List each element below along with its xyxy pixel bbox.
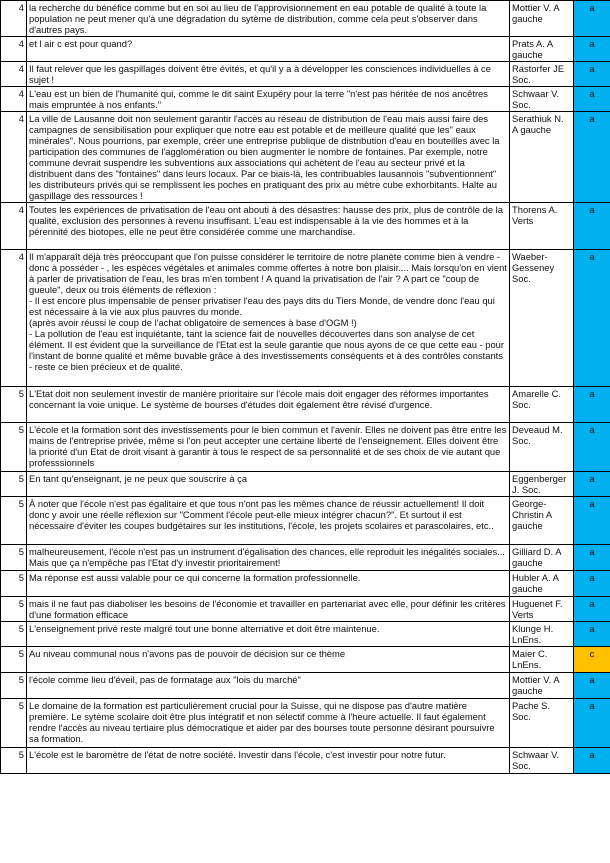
comment-author: Huguenet F. Verts xyxy=(510,597,574,622)
comments-table-body xyxy=(1,1,610,774)
comment-text: À noter que l'école n'est pas égalitaire et que tous n'ont pas les mêmes chance de réussir actuellement! Il doit donc y avoir une réelle réflexion sur "Comment l'école peut-elle mieux intégrer chacun?". Et surtout il est nécessaire d'éviter les coupes budgétaires sur les institutions, l'école, les projets scolaires et parascolaires, etc.. xyxy=(27,497,510,545)
comment-text: l'école comme lieu d'éveil, pas de formatage aux "lois du marché" xyxy=(27,673,510,699)
category-code: a xyxy=(574,1,610,37)
comment-author: Hubler A. A gauche xyxy=(510,571,574,597)
comment-author: Eggenberger J. Soc. xyxy=(510,472,574,497)
table-row xyxy=(1,622,610,647)
category-code: a xyxy=(574,250,610,387)
table-row xyxy=(1,112,610,203)
table-row xyxy=(1,545,610,571)
row-number: 4 xyxy=(1,250,27,387)
table-row xyxy=(1,203,610,250)
row-number: 5 xyxy=(1,647,27,673)
table-row xyxy=(1,387,610,423)
category-code: a xyxy=(574,497,610,545)
comment-author: Serathiuk N. A gauche xyxy=(510,112,574,203)
comment-text: L'école est le baromètre de l'état de notre société. Investir dans l'école, c'est investir pour notre futur. xyxy=(27,748,510,774)
table-row xyxy=(1,748,610,774)
comment-author: Prats A. A gauche xyxy=(510,37,574,62)
table-row xyxy=(1,87,610,112)
table-row xyxy=(1,37,610,62)
row-number: 5 xyxy=(1,673,27,699)
row-number: 5 xyxy=(1,387,27,423)
comment-author: Schwaar V. Soc. xyxy=(510,87,574,112)
comment-author: George-Christin A gauche xyxy=(510,497,574,545)
comment-text: malheureusement, l'école n'est pas un instrument d'égalisation des chances, elle reproduit les inégalités sociales... Mais que ça n'empêche pas l'Etat d'y investir prioritairement! xyxy=(27,545,510,571)
row-number: 4 xyxy=(1,37,27,62)
comment-text: Il faut relever que les gaspillages doivent être évités, et qu'il y a à développer les consciences individuelles à ce sujet ! xyxy=(27,62,510,87)
comment-text: et l air c est pour quand? xyxy=(27,37,510,62)
table-row xyxy=(1,250,610,387)
comment-text: Il m'apparaît déjà très préoccupant que l'on puisse considérer le territoire de notre planète comme bien à vendre - donc à posséder - , les espèces végétales et animales comme offertes à notre bon plaisir.... Mais lorsqu'on en vient à parler de privatisation de l'eau, les bras m'en tombent ! A quand la privatisation de l'air ? A part ce "coup de gueule", deux ou trois éléments de réflexion : - Il est encore plus impensable de penser privatiser l'eau des pays dits du Tiers Monde, de vendre donc l'eau qui est nécessaire à la vie aux plus pauvres du monde. (après avoir réussi le coup de l'achat obligatoire de semences à base d'OGM !) - La pollution de l'eau est inquiétante, tant la science fait de nouvelles découvertes dans son analyse de cet élément. Il est évident que la surveillance de l'Etat est la seule garantie que nous ayons de ce que cette eau - pour l'instant de bonne qualité et même buvable grâce à des investissements conséquents et à des contrôles constants - reste ce bien précieux et de qualité. xyxy=(27,250,510,387)
row-number: 5 xyxy=(1,597,27,622)
row-number: 5 xyxy=(1,571,27,597)
category-code: a xyxy=(574,62,610,87)
category-code: a xyxy=(574,112,610,203)
comment-text: La ville de Lausanne doit non seulement garantir l'accès au réseau de distribution de l'eau mais aussi faire des campagnes de sensibilisation pour expliquer que notre eau est potable et de meilleure qualité que les" eaux minérales". Nous pourrions, par exemple, créer une entreprise publique de distribution d'eau en bouteilles avec la participation des communes de l'agglomération ou bien augmenter le nombre de fontaines. Par exemple, notre commune devrait suspendre les subventions aux associations qui achètent de l'eau au secteur privé et la distribuent dans des "fontaines" dans leurs locaux. Par ce biais-là, les contribuables lausannois "subventionnent" les distributeurs privés qui se remplissent les poches en pratiquant des prix au mètre cube exhorbitants. Halte au gaspillage des ressources ! xyxy=(27,112,510,203)
comment-text: mais il ne faut pas diaboliser les besoins de l'économie et travailler en partenariat avec elle, pour définir les critères d'une formation efficace xyxy=(27,597,510,622)
category-code: c xyxy=(574,647,610,673)
table-row xyxy=(1,673,610,699)
table-row xyxy=(1,647,610,673)
comment-author: Mottier V. A gauche xyxy=(510,673,574,699)
comment-author: Gilliard D. A gauche xyxy=(510,545,574,571)
category-code: a xyxy=(574,387,610,423)
comment-text: Toutes les expériences de privatisation de l'eau ont abouti à des désastres: hausse des prix, plus de contrôle de la qualité, exclusion des personnes à revenu insuffisant. L'eau est indispensable à la vie des hommes et à la pérennité des biotopes, elle ne peut être considérée comme une marchandise. xyxy=(27,203,510,250)
category-code: a xyxy=(574,472,610,497)
category-code: a xyxy=(574,571,610,597)
comment-author: Deveaud M. Soc. xyxy=(510,423,574,472)
row-number: 4 xyxy=(1,62,27,87)
comment-author: Waeber-Gesseney Soc. xyxy=(510,250,574,387)
comment-text: Au niveau communal nous n'avons pas de pouvoir de décision sur ce thème xyxy=(27,647,510,673)
row-number: 5 xyxy=(1,497,27,545)
table-row xyxy=(1,597,610,622)
category-code: a xyxy=(574,673,610,699)
row-number: 4 xyxy=(1,112,27,203)
comment-author: Schwaar V. Soc. xyxy=(510,748,574,774)
row-number: 4 xyxy=(1,87,27,112)
category-code: a xyxy=(574,87,610,112)
row-number: 5 xyxy=(1,423,27,472)
comment-text: L'eau est un bien de l'humanité qui, comme le dit saint Exupéry pour la terre "n'est pas héritée de nos ancêtres mais empruntée à nos enfants." xyxy=(27,87,510,112)
comment-text: Ma réponse est aussi valable pour ce qui concerne la formation professionnelle. xyxy=(27,571,510,597)
comment-author: Maier C. LnEns. xyxy=(510,647,574,673)
comment-text: L'enseignement privé reste malgré tout une bonne alternative et doit être maintenue. xyxy=(27,622,510,647)
comment-text: Le domaine de la formation est particulièrement crucial pour la Suisse, qui ne dispose pas d'autre matière première. Le sytème scolaire doit être plus intégratif et non sélectif comme à l'heure actuelle. Il faut également rendre l'accès au niveau tertiaire plus démocratique et aider par des bourses toute personne désirant poursuivre sa formation. xyxy=(27,699,510,748)
comment-author: Mottier V. A gauche xyxy=(510,1,574,37)
row-number: 5 xyxy=(1,472,27,497)
row-number: 5 xyxy=(1,545,27,571)
category-code: a xyxy=(574,545,610,571)
category-code: a xyxy=(574,37,610,62)
table-row xyxy=(1,472,610,497)
row-number: 5 xyxy=(1,699,27,748)
comment-author: Klunge H. LnEns. xyxy=(510,622,574,647)
comment-author: Amarelle C. Soc. xyxy=(510,387,574,423)
category-code: a xyxy=(574,622,610,647)
table-row xyxy=(1,423,610,472)
category-code: a xyxy=(574,699,610,748)
row-number: 4 xyxy=(1,203,27,250)
category-code: a xyxy=(574,748,610,774)
comment-text: la recherche du bénéfice comme but en soi au lieu de l'approvisionnement en eau potable de qualité à toute la population ne peut mener qu'à une dégradation du sytème de distribution, comme cela peut s'observer dans d'autres pays. xyxy=(27,1,510,37)
table-row xyxy=(1,699,610,748)
table-row xyxy=(1,1,610,37)
comment-author: Pache S. Soc. xyxy=(510,699,574,748)
comment-text: L'Etat doit non seulement investir de manière prioritaire sur l'école mais doit engager des réformes importantes concernant la voie unique. Le système de bourses d'études doit également être révisé d'urgence. xyxy=(27,387,510,423)
category-code: a xyxy=(574,597,610,622)
category-code: a xyxy=(574,203,610,250)
table-row xyxy=(1,571,610,597)
table-row xyxy=(1,62,610,87)
comment-author: Rastorfer JE Soc. xyxy=(510,62,574,87)
row-number: 5 xyxy=(1,748,27,774)
row-number: 5 xyxy=(1,622,27,647)
table-row xyxy=(1,497,610,545)
category-code: a xyxy=(574,423,610,472)
comment-text: En tant qu'enseignant, je ne peux que souscrire à ça xyxy=(27,472,510,497)
comment-author: Thorens A. Verts xyxy=(510,203,574,250)
row-number: 4 xyxy=(1,1,27,37)
comment-text: L'école et la formation sont des investissements pour le bien commun et l'avenir. Elles ne doivent pas être entre les mains de l'entreprise privée, même si l'on peut accepter une certaine liberté de l'enseignement. Elles doivent être la priorité d'un Etat de droit visant à garantir à tous le respect de sa personnalité et de ses choix de vie autant que professsionnels xyxy=(27,423,510,472)
